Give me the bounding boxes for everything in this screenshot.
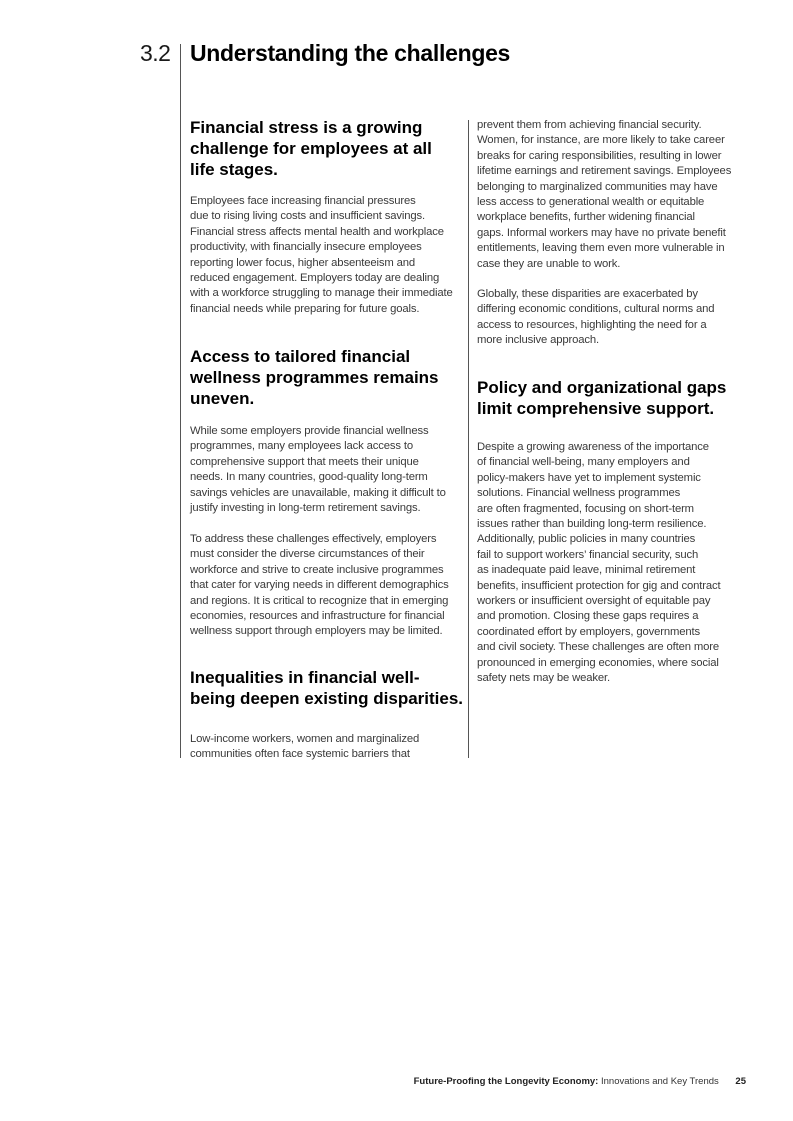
text-line: savings vehicles are unavailable, making it difficult to [190, 486, 446, 499]
heading-line: being deepen existing disparities. [190, 689, 464, 708]
text-line: as inadequate paid leave, minimal retirement [477, 564, 696, 577]
section-title: Understanding the challenges [190, 40, 511, 66]
text-line: and civil society. These challenges are often more [477, 641, 720, 654]
heading-access-tailored [190, 346, 439, 409]
text-line: safety nets may be weaker. [477, 672, 610, 685]
heading-line: Policy and organizational gaps [477, 378, 727, 397]
text-line: workers or insufficient oversight of equitable pay [477, 595, 711, 608]
text-line: Financial stress affects mental health and workplace [190, 225, 444, 238]
paragraph-access-2 [190, 532, 449, 640]
text-line: economies, resources and infrastructure for financial [190, 610, 445, 623]
text-line: prevent them from achieving financial security. [477, 119, 702, 131]
text-line: Despite a growing awareness of the importance [477, 441, 709, 453]
text-line: entitlements, leaving them even more vulnerable in [477, 242, 725, 255]
paragraph-inequalities-continued [477, 118, 731, 272]
text-line: breaks for caring responsibilities, resulting in lower [477, 149, 722, 162]
text-line: coordinated effort by employers, governments [477, 625, 701, 638]
text-line: fail to support workers’ financial security, such [477, 548, 699, 561]
text-line: Additionally, public policies in many countries [477, 533, 696, 546]
heading-line: life stages. [190, 160, 278, 179]
heading-line: uneven. [190, 389, 255, 408]
paragraph-inequalities [190, 732, 419, 763]
heading-line: Financial stress is a growing [190, 118, 423, 137]
vertical-divider-left [180, 44, 181, 758]
page-footer [414, 1076, 746, 1087]
text-line: with a workforce struggling to manage their immediate [190, 287, 453, 300]
text-line: workforce and strive to create inclusive programmes [190, 563, 444, 576]
text-line: are often fragmented, focusing on short-term [477, 502, 694, 515]
text-line: wellness support through employers may be limited. [190, 625, 443, 638]
text-line: belonging to marginalized communities may have [477, 180, 718, 193]
text-line: justify investing in long-term retirement savings. [190, 502, 421, 515]
heading-line: wellness programmes remains [190, 368, 439, 387]
text-line: and regions. It is critical to recognize that in emerging [190, 594, 449, 607]
text-line: needs. In many countries, good-quality long-term [190, 471, 428, 484]
text-line: productivity, with financially insecure employees [190, 241, 422, 254]
text-line: of financial well-being, many employers and [477, 456, 690, 469]
text-line: policy-makers have yet to implement systemic [477, 471, 701, 484]
footer-report-subtitle: Innovations and Key Trends [601, 1076, 719, 1087]
page-number: 25 [735, 1076, 746, 1087]
paragraph-policy-gaps [477, 440, 721, 687]
text-line: lifetime earnings and retirement savings. Employees [477, 165, 732, 178]
text-line: Women, for instance, are more likely to take career [477, 134, 725, 147]
paragraph-financial-stress [190, 194, 453, 317]
text-line: programmes, many employees lack access to [190, 440, 414, 453]
text-line: case they are unable to work. [477, 257, 621, 270]
text-line: solutions. Financial wellness programmes [477, 487, 681, 500]
text-line: less access to generational wealth or equitable [477, 196, 705, 209]
text-line: Globally, these disparities are exacerbated by [477, 288, 698, 300]
text-line: Employees face increasing financial pressures [190, 195, 416, 207]
text-line: issues rather than building long-term resilience. [477, 518, 707, 531]
heading-inequalities [190, 667, 463, 709]
text-line: financial needs while preparing for future goals. [190, 302, 420, 315]
paragraph-access-1 [190, 424, 446, 516]
footer-report-title: Future-Proofing the Longevity Economy: [413, 1076, 599, 1087]
text-line: differing economic conditions, cultural norms and [477, 303, 715, 316]
text-line: access to resources, highlighting the need for a [477, 318, 707, 331]
heading-line: limit comprehensive support. [477, 399, 715, 418]
text-line: due to rising living costs and insufficient savings. [190, 210, 426, 223]
text-line: Low-income workers, women and marginalized [190, 733, 420, 745]
text-line: pronounced in emerging economies, where social [477, 656, 719, 669]
text-line: reduced engagement. Employers today are dealing [190, 272, 440, 285]
heading-line: Inequalities in financial well- [190, 668, 420, 687]
text-line: communities often face systemic barriers that [190, 748, 410, 761]
text-line: benefits, insufficient protection for gig and contract [477, 579, 721, 592]
text-line: and promotion. Closing these gaps requires a [477, 610, 699, 623]
text-line: reporting lower focus, higher absenteeism and [190, 256, 415, 269]
text-line: workplace benefits, further widening financial [477, 211, 695, 224]
text-line: gaps. Informal workers may have no private benefit [477, 226, 726, 239]
text-line: To address these challenges effectively, employers [190, 533, 437, 545]
heading-policy-gaps [477, 377, 726, 419]
section-number: 3.2 [140, 40, 171, 66]
heading-financial-stress [190, 117, 432, 180]
column-divider [468, 120, 469, 758]
text-line: While some employers provide financial wellness [190, 425, 429, 437]
heading-line: challenge for employees at all [190, 139, 432, 158]
paragraph-globally [477, 287, 714, 349]
text-line: comprehensive support that meets their unique [190, 455, 419, 468]
text-line: that cater for varying needs in different demographics [190, 579, 449, 592]
text-line: more inclusive approach. [477, 334, 599, 347]
heading-line: Access to tailored financial [190, 347, 411, 366]
text-line: must consider the diverse circumstances of their [190, 548, 425, 561]
